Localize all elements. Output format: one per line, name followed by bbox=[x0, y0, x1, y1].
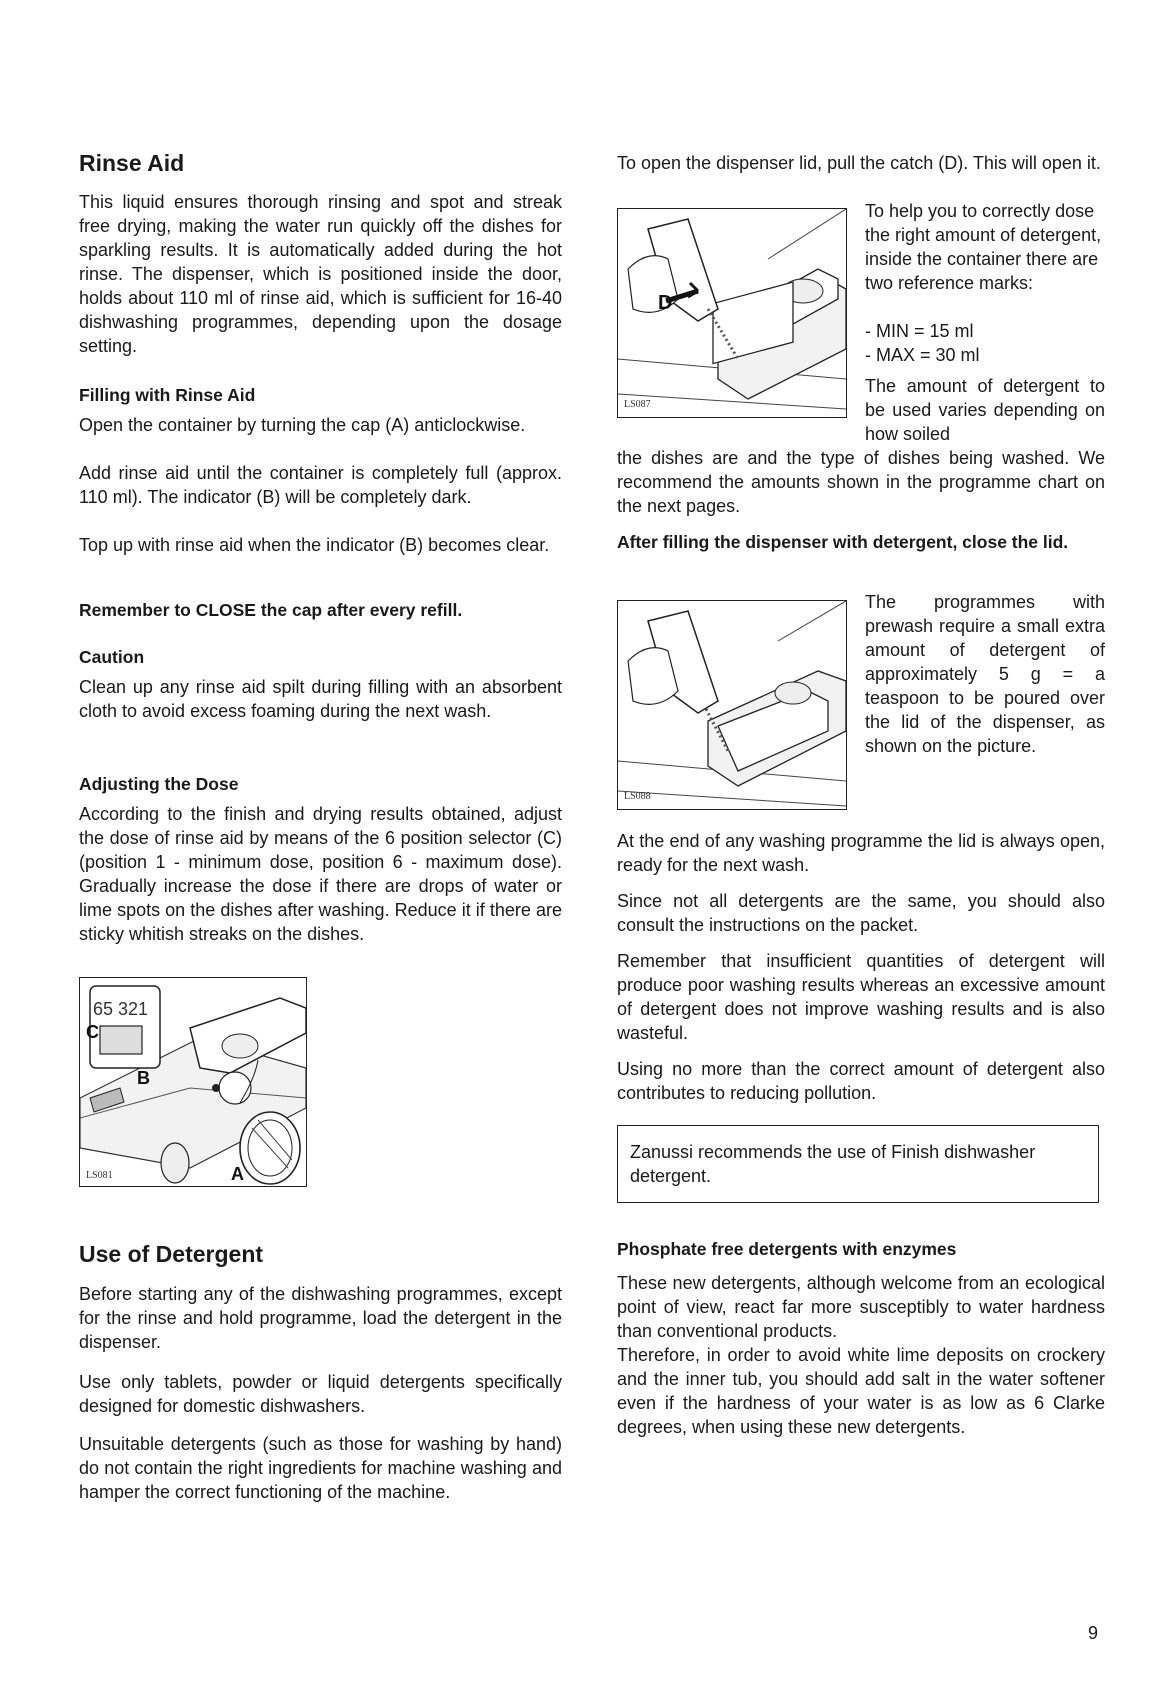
dial-numbers-label: 65 321 bbox=[93, 999, 149, 1019]
adjust-heading: Adjusting the Dose bbox=[79, 774, 239, 794]
detergent-paragraph-3: Unsuitable detergents (such as those for washing by hand) do not contain the right ingredients for machine washing and hamper the correct functioning of the machine. bbox=[79, 1434, 562, 1502]
filling-paragraph-1: Open the container by turning the cap (A) anticlockwise. bbox=[79, 415, 526, 435]
insufficient-text: Remember that insufficient quantities of detergent will produce poor washing results whereas an excessive amount of detergent does not improve washing results and is also wasteful. bbox=[617, 951, 1105, 1043]
recommendation-text: Zanussi recommends the use of Finish dishwasher detergent. bbox=[630, 1142, 1036, 1186]
page-number: 9 bbox=[1088, 1623, 1099, 1643]
figure-code-ls088: LS088 bbox=[624, 791, 651, 802]
filling-paragraph-3: Top up with rinse aid when the indicator (B) becomes clear. bbox=[79, 535, 550, 555]
filling-paragraph-2: Add rinse aid until the container is completely full (approx. 110 ml). The indicator (B) will be completely dark. bbox=[79, 463, 562, 507]
label-a: A bbox=[231, 1164, 244, 1184]
rinse-aid-intro: This liquid ensures thorough rinsing and spot and streak free drying, making the water run quickly off the dishes for sparkling results. It is automatically added during the hot rinse. The dispenser, which is positioned inside the door, holds about 110 ml of rinse aid, which is sufficient for 16-40 dishwashing programmes, depending upon the dosage setting. bbox=[79, 192, 562, 356]
remember-note: Remember to CLOSE the cap after every refill. bbox=[79, 600, 463, 620]
prewash-text: The programmes with prewash require a small extra amount of detergent of approximately 5 g = a teaspoon to be poured over the lid of the dispenser, as shown on the picture. bbox=[865, 592, 1105, 756]
figure-code-ls087: LS087 bbox=[624, 399, 651, 410]
max-mark: - MAX = 30 ml bbox=[865, 345, 980, 365]
dose-text: To help you to correctly dose the right amount of detergent, inside the container there are two reference marks: bbox=[865, 201, 1102, 293]
filling-heading: Filling with Rinse Aid bbox=[79, 385, 256, 405]
not-same-text: Since not all detergents are the same, you should also consult the instructions on the packet. bbox=[617, 891, 1105, 935]
detergent-prewash-illustration bbox=[618, 601, 846, 809]
caution-text: Clean up any rinse aid spilt during filling with an absorbent cloth to avoid excess foaming during the next wash. bbox=[79, 677, 562, 721]
label-c: C bbox=[86, 1022, 99, 1042]
detergent-prewash-figure bbox=[617, 600, 847, 810]
open-lid-text: To open the dispenser lid, pull the catch (D). This will open it. bbox=[617, 153, 1101, 173]
min-mark: - MIN = 15 ml bbox=[865, 321, 974, 341]
phosphate-heading: Phosphate free detergents with enzymes bbox=[617, 1239, 957, 1259]
adjust-text: According to the finish and drying results obtained, adjust the dose of rinse aid by means of the 6 position selector (C) (position 1 - minimum dose, position 6 - maximum dose). Gradually increase the dose if there are drops of water or lime spots on the dishes after washing. Reduce it if there are sticky whitish streaks on the dishes. bbox=[79, 804, 562, 944]
phosphate-paragraph-2: Therefore, in order to avoid white lime deposits on crockery and the inner tub, you should add salt in the water softener even if the hardness of your water is as low as 6 Clarke degrees, when using these new detergents. bbox=[617, 1345, 1105, 1437]
after-filling-note: After filling the dispenser with detergent, close the lid. bbox=[617, 532, 1069, 552]
amount-text-1: The amount of detergent to be used varies depending on how soiled bbox=[865, 376, 1105, 444]
phosphate-paragraph-1: These new detergents, although welcome from an ecological point of view, react far more susceptibly to water hardness than conventional products. bbox=[617, 1273, 1105, 1341]
detergent-dispenser-figure-open bbox=[617, 208, 847, 418]
recommendation-box bbox=[617, 1125, 1099, 1203]
detergent-paragraph-1: Before starting any of the dishwashing programmes, except for the rinse and hold programme, load the detergent in the dispenser. bbox=[79, 1284, 562, 1352]
label-b: B bbox=[137, 1068, 150, 1088]
amount-text-2: the dishes are and the type of dishes being washed. We recommend the amounts shown in the programme chart on the next pages. bbox=[617, 448, 1105, 516]
rinse-aid-title: Rinse Aid bbox=[79, 150, 185, 176]
detergent-paragraph-2: Use only tablets, powder or liquid detergents specifically designed for domestic dishwashers. bbox=[79, 1372, 562, 1416]
figure-code-ls081: LS081 bbox=[86, 1170, 113, 1181]
pollution-text: Using no more than the correct amount of detergent also contributes to reducing pollution. bbox=[617, 1059, 1105, 1103]
label-d: D bbox=[658, 292, 673, 314]
end-programme-text: At the end of any washing programme the lid is always open, ready for the next wash. bbox=[617, 831, 1105, 875]
use-of-detergent-title: Use of Detergent bbox=[79, 1241, 264, 1267]
detergent-dispenser-open-illustration bbox=[618, 209, 846, 417]
rinse-aid-dispenser-figure bbox=[79, 977, 307, 1187]
caution-heading: Caution bbox=[79, 647, 145, 667]
